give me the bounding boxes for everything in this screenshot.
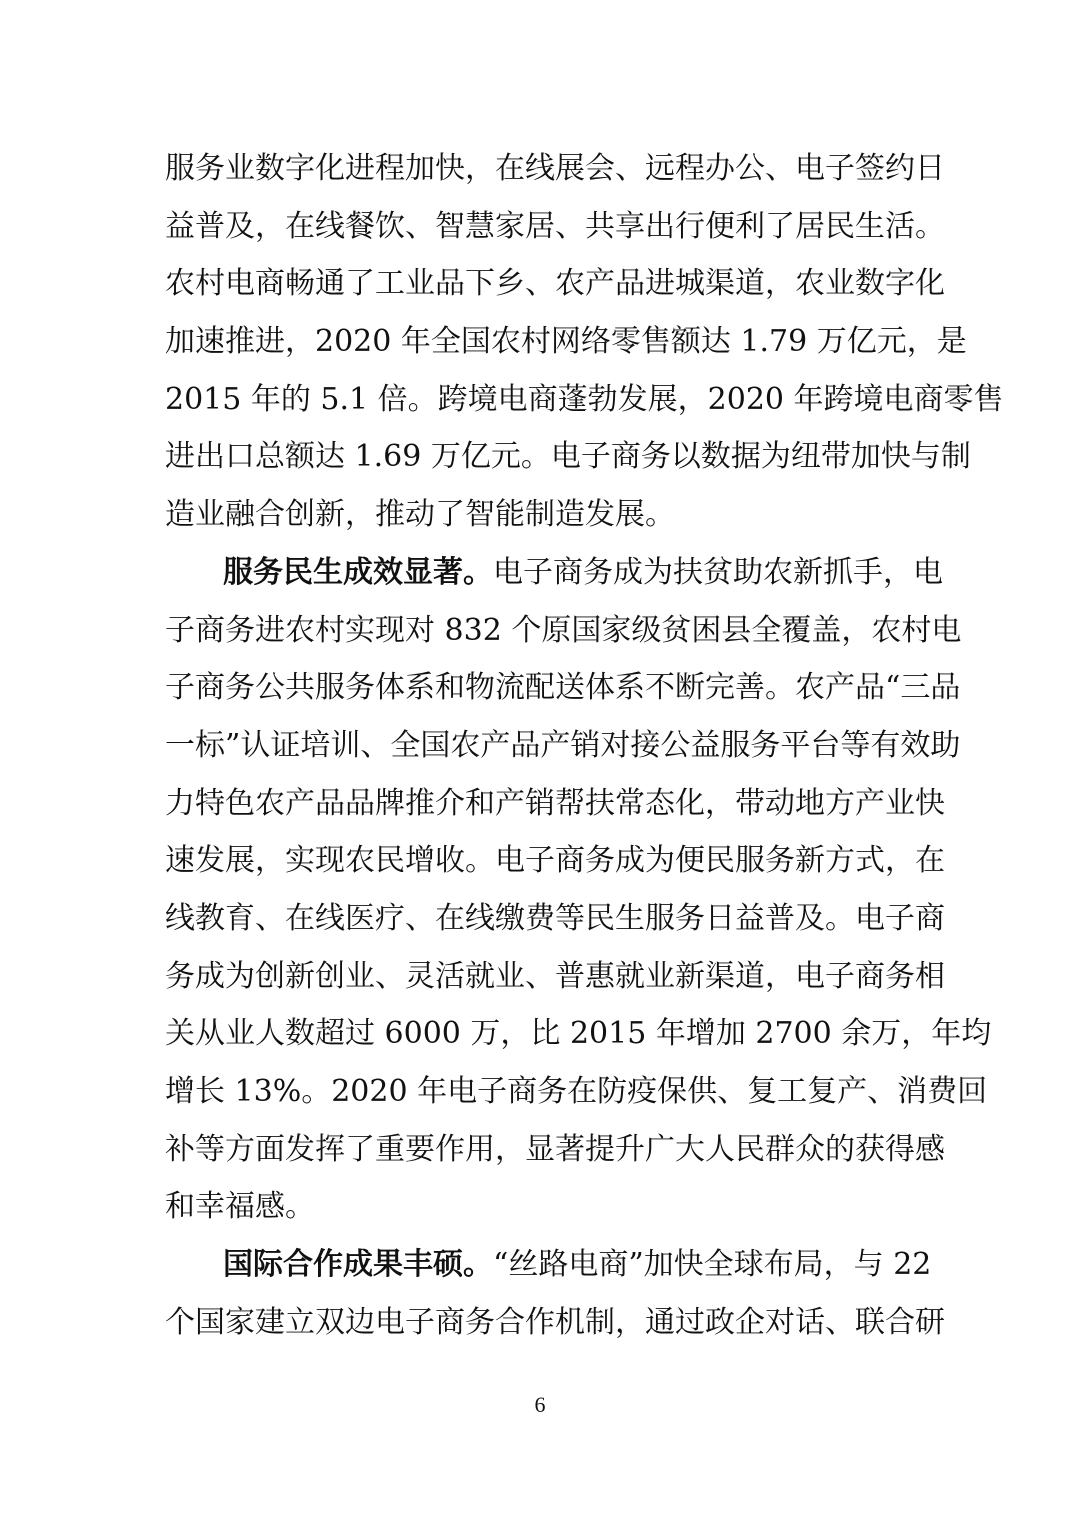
text-line: 线教育、在线医疗、在线缴费等民生服务日益普及。电子商 (165, 900, 945, 936)
text-line: 增长 13%。2020 年电子商务在防疫保供、复工复产、消费回 (165, 1074, 988, 1109)
text-line: 服务业数字化进程加快，在线展会、远程办公、电子签约日 (165, 151, 945, 186)
text-line: 补等方面发挥了重要作用，显著提升广大人民群众的获得感 (165, 1131, 945, 1167)
page-number: 6 (534, 1392, 546, 1417)
text-line: 子商务公共服务体系和物流配送体系不断完善。农产品“三品 (165, 670, 961, 706)
text-line: 个国家建立双边电子商务合作机制，通过政企对话、联合研 (165, 1304, 945, 1340)
text-line: 和幸福感。 (165, 1189, 315, 1225)
text-line: 子商务进农村实现对 832 个原国家级贫困县全覆盖，农村电 (165, 612, 962, 648)
body-text (165, 140, 1004, 1351)
text-line: 益普及，在线餐饮、智慧家居、共享出行便利了居民生活。 (165, 208, 945, 244)
text-run: 电子商务成为扶贫助农新抓手，电 (493, 554, 943, 590)
text-line: 造业融合创新，推动了智能制造发展。 (165, 497, 675, 533)
section-heading: 国际合作成果丰硕。 (223, 1247, 493, 1283)
paragraph-start-line (165, 1236, 932, 1294)
paragraph-start-line (165, 544, 943, 602)
text-line: 速发展，实现农民增收。电子商务成为便民服务新方式，在 (165, 843, 945, 879)
text-line: 力特色农产品品牌推介和产销帮扶常态化，带动地方产业快 (165, 785, 945, 821)
text-line: 2015 年的 5.1 倍。跨境电商蓬勃发展，2020 年跨境电商零售 (165, 381, 1004, 417)
text-line: 进出口总额达 1.69 万亿元。电子商务以数据为纽带加快与制 (165, 439, 971, 475)
text-line: 务成为创新创业、灵活就业、普惠就业新渠道，电子商务相 (165, 958, 945, 994)
section-heading: 服务民生成效显著。 (223, 554, 493, 590)
text-line: 关从业人数超过 6000 万，比 2015 年增加 2700 余万，年均 (165, 1016, 992, 1052)
text-run: “丝路电商”加快全球布局，与 22 (493, 1247, 932, 1283)
text-line: 加速推进，2020 年全国农村网络零售额达 1.79 万亿元，是 (165, 324, 967, 360)
text-line: 农村电商畅通了工业品下乡、农产品进城渠道，农业数字化 (165, 266, 945, 302)
text-line: 一标”认证培训、全国农产品产销对接公益服务平台等有效助 (165, 727, 961, 763)
